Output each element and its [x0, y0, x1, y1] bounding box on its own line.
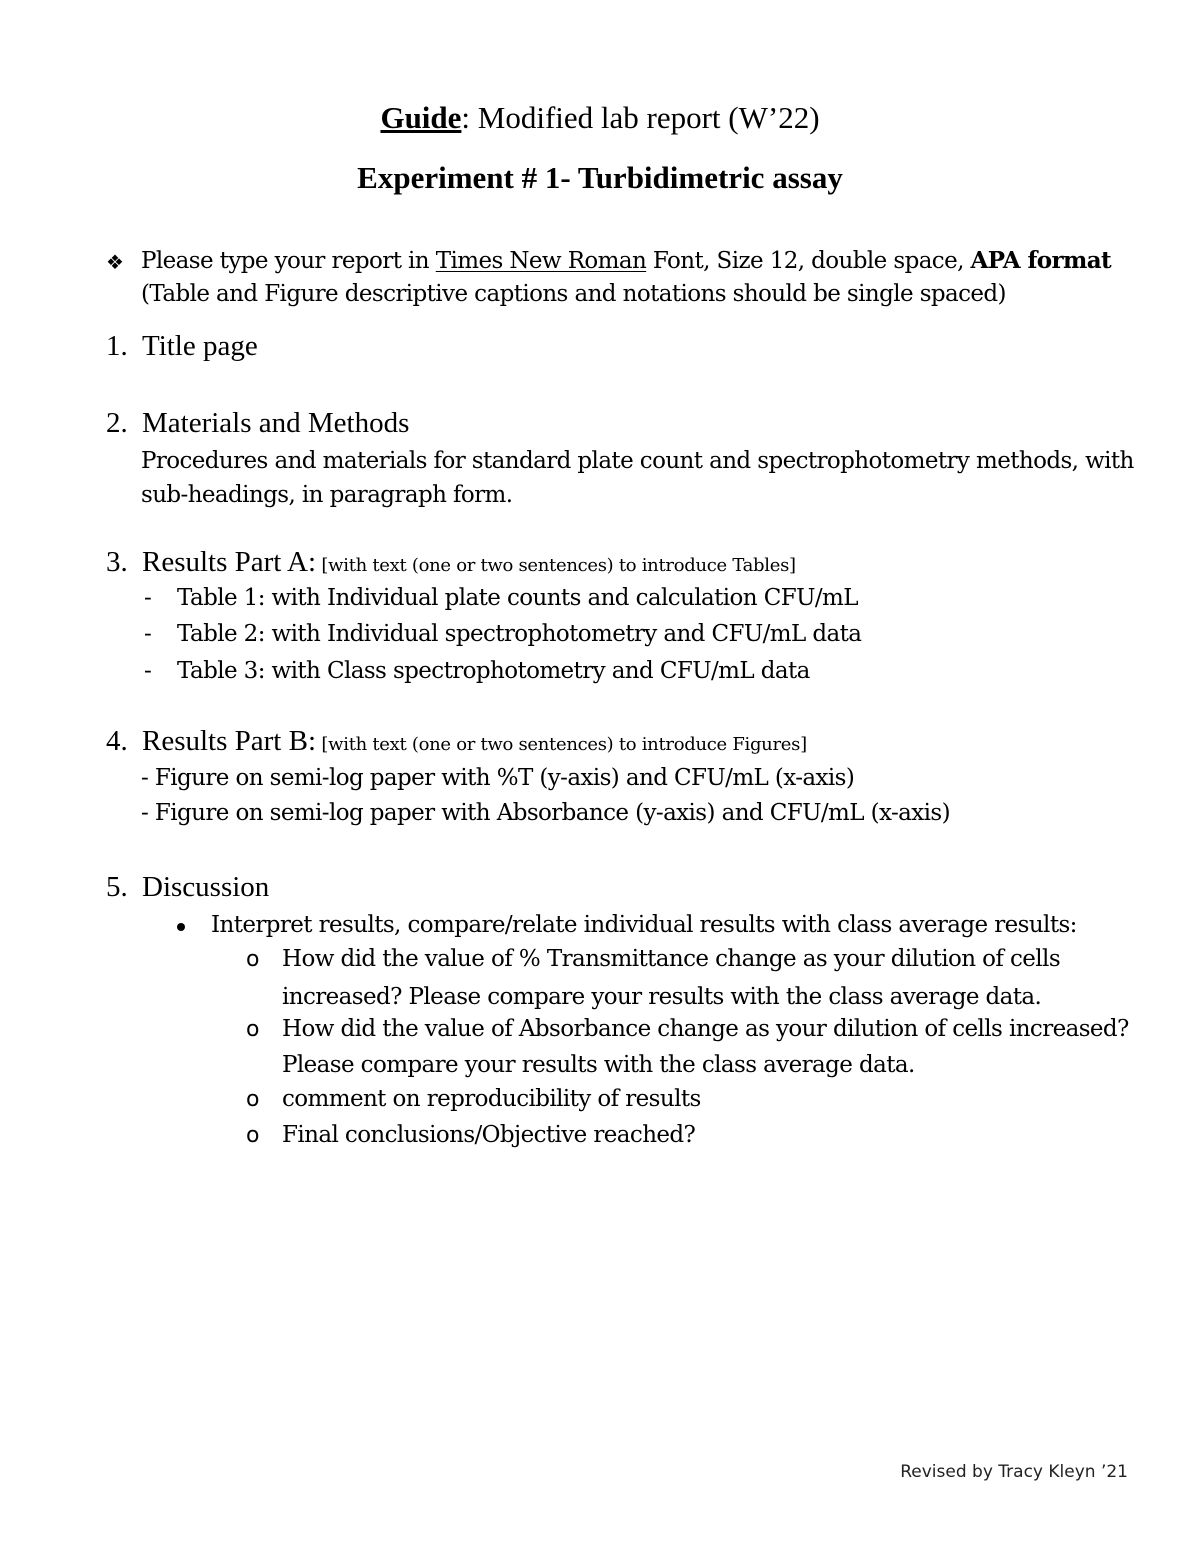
circle-bullet-icon: o — [246, 1123, 260, 1148]
dash-marker: - — [144, 658, 152, 684]
section-5-heading: 5. Discussion — [106, 871, 270, 903]
discussion-sub-item-1: How did the value of % Transmittance change as your dilution of cells — [282, 946, 1061, 972]
circle-bullet-icon: o — [246, 1087, 260, 1112]
discussion-sub-item-3: comment on reproducibility of results — [282, 1086, 701, 1112]
diamond-bullet-icon: ❖ — [106, 250, 124, 274]
results-a-item-3: Table 3: with Class spectrophotometry and CFU/mL data — [177, 658, 810, 684]
section-4-heading: 4. Results Part B: [with text (one or two sentences) to introduce Figures] — [106, 725, 807, 757]
guide-title-text: : Modified lab report (W’22) — [461, 100, 820, 135]
section-1-heading: 1. Title page — [106, 330, 258, 362]
guide-label: Guide — [380, 100, 462, 135]
revision-footer: Revised by Tracy Kleyn ’21 — [900, 1462, 1128, 1482]
section-2-heading: 2. Materials and Methods — [106, 407, 410, 439]
document-title — [0, 100, 1200, 136]
section-3-note: [with text (one or two sentences) to introduce Tables] — [316, 555, 796, 576]
dash-marker: - — [144, 585, 152, 611]
section-3-heading: 3. Results Part A: [with text (one or two sentences) to introduce Tables] — [106, 546, 796, 578]
discussion-bullet: Interpret results, compare/relate individual results with class average results: — [211, 912, 1077, 938]
section-4-note: [with text (one or two sentences) to introduce Figures] — [316, 734, 807, 755]
discussion-sub-item-4: Final conclusions/Objective reached? — [282, 1122, 696, 1148]
materials-text-line-1: Procedures and materials for standard plate count and spectrophotometry methods, with — [141, 448, 1134, 474]
results-b-item-1: - Figure on semi-log paper with %T (y-axis) and CFU/mL (x-axis) — [141, 765, 855, 791]
experiment-subtitle: Experiment # 1- Turbidimetric assay — [357, 160, 843, 195]
circle-bullet-icon: o — [246, 1017, 260, 1042]
results-a-item-1: Table 1: with Individual plate counts and calculation CFU/mL — [177, 585, 858, 611]
results-a-item-2: Table 2: with Individual spectrophotometry and CFU/mL data — [177, 621, 862, 647]
discussion-sub-item-2-cont: Please compare your results with the class average data. — [282, 1052, 915, 1078]
discussion-sub-item-2: How did the value of Absorbance change as your dilution of cells increased? — [282, 1016, 1129, 1042]
instructions-line-1: Please type your report in Times New Roman Font, Size 12, double space, APA format — [141, 247, 1112, 274]
apa-format: APA format — [970, 247, 1112, 274]
font-name: Times New Roman — [435, 248, 647, 274]
dash-marker: - — [144, 621, 152, 647]
circle-bullet-icon: o — [246, 947, 260, 972]
instructions-line-2: (Table and Figure descriptive captions and notations should be single spaced) — [141, 281, 1006, 307]
materials-text-line-2: sub-headings, in paragraph form. — [141, 482, 513, 508]
discussion-sub-item-1-cont: increased? Please compare your results with the class average data. — [282, 984, 1042, 1010]
results-b-item-2: - Figure on semi-log paper with Absorbance (y-axis) and CFU/mL (x-axis) — [141, 800, 950, 826]
bullet-dot-icon — [177, 923, 185, 931]
